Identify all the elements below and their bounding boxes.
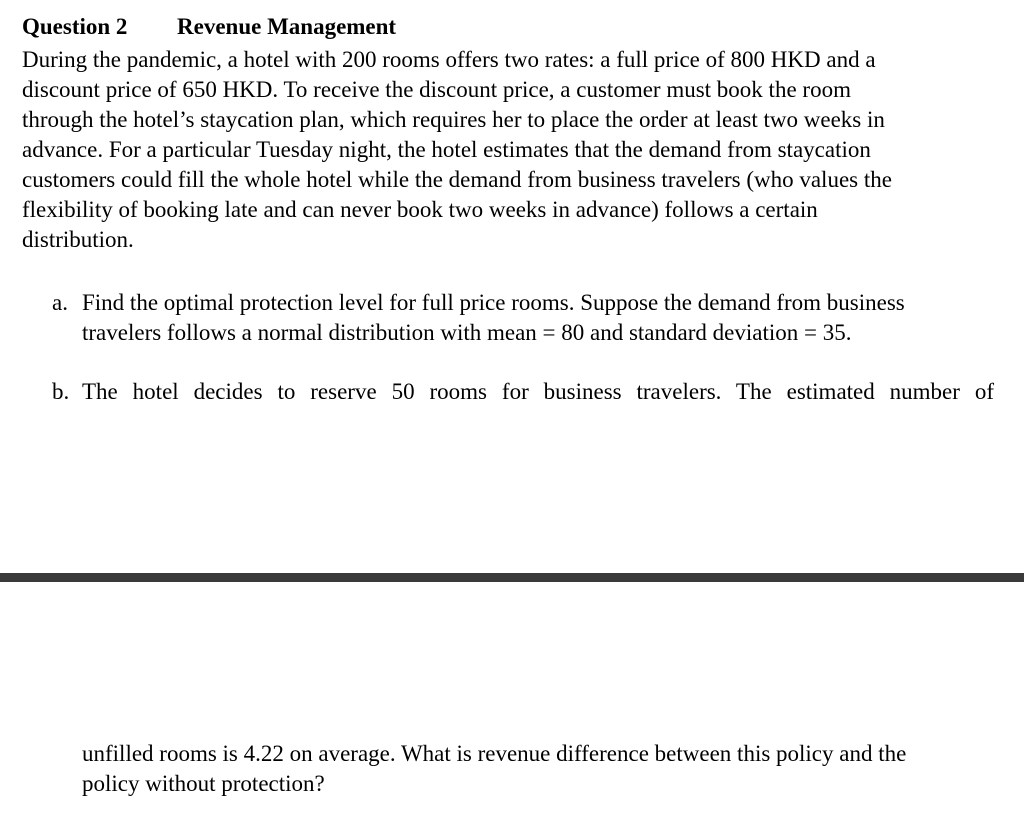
part-a-label: a. [52,290,68,315]
intro-line: discount price of 650 HKD. To receive the discount price, a customer must book the room [22,77,851,102]
part-b-continuation-line: policy without protection? [82,771,325,796]
page-break-divider [0,573,1024,582]
part-a-line: Find the optimal protection level for full price rooms. Suppose the demand from business [82,290,905,315]
question-header [22,12,396,42]
part-b-line: The hotel decides to reserve 50 rooms for business travelers. The estimated number of [82,379,994,404]
part-b [52,377,1012,407]
question-title: Revenue Management [177,14,397,39]
part-b-label: b. [52,379,70,404]
intro-line: advance. For a particular Tuesday night, the hotel estimates that the demand from staycation [22,137,871,162]
part-a-line: travelers follows a normal distribution with mean = 80 and standard deviation = 35. [82,320,852,345]
intro-paragraph [22,45,1012,255]
intro-line: distribution. [22,227,134,252]
part-b-continuation-line: unfilled rooms is 4.22 on average. What is revenue difference between this policy and the [82,741,907,766]
part-a-text [82,288,905,348]
intro-line: During the pandemic, a hotel with 200 rooms offers two rates: a full price of 800 HKD and a [22,47,876,72]
intro-line: through the hotel’s staycation plan, which requires her to place the order at least two weeks in [22,107,885,132]
intro-line: customers could fill the whole hotel while the demand from business travelers (who values the [22,167,892,192]
part-a [52,288,1012,348]
part-b-continuation [82,739,906,799]
intro-line: flexibility of booking late and can never book two weeks in advance) follows a certain [22,197,818,222]
part-b-text [82,377,994,407]
question-number: Question 2 [22,14,128,39]
